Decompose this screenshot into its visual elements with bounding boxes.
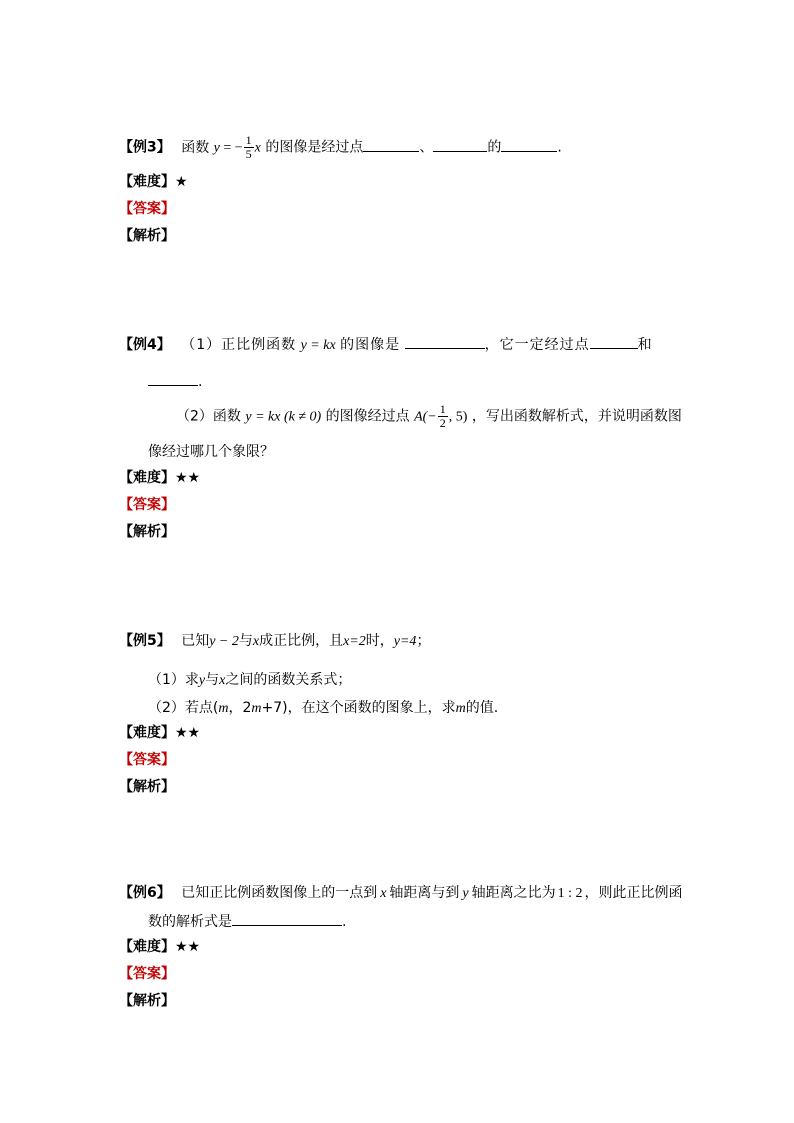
example-4-question-part2-cont: 像经过哪几个象限？ bbox=[148, 444, 274, 460]
example-6-question bbox=[119, 883, 683, 904]
difficulty-label: 【难度】 bbox=[119, 939, 175, 955]
question-text: （2）函数 bbox=[176, 408, 241, 425]
question-text: 的值. bbox=[465, 700, 499, 716]
answer-blank[interactable] bbox=[232, 911, 342, 926]
difficulty-label: 【难度】 bbox=[119, 725, 175, 741]
example-4-question-part1 bbox=[119, 334, 652, 356]
example-4-tag: 【例4】 bbox=[119, 337, 171, 353]
question-text: ，则此正比例函 bbox=[584, 885, 683, 901]
question-text: 时， bbox=[365, 633, 394, 649]
fraction bbox=[438, 403, 448, 430]
example-5-answer-label: 【答案】 bbox=[119, 752, 175, 768]
fraction-numerator: 1 bbox=[439, 402, 446, 416]
answer-blank[interactable] bbox=[405, 334, 485, 349]
question-text: 轴距离与到 bbox=[389, 885, 460, 901]
question-text: ； bbox=[416, 633, 431, 649]
example-6-analysis-label: 【解析】 bbox=[119, 993, 175, 1009]
answer-blank[interactable] bbox=[148, 371, 198, 386]
answer-blank[interactable] bbox=[590, 334, 638, 349]
example-5-subquestion-2 bbox=[148, 698, 498, 719]
math-ratio: 1 : 2 bbox=[557, 886, 583, 901]
question-text: 的图像是 bbox=[340, 337, 401, 353]
example-4-answer-label: 【答案】 bbox=[119, 497, 175, 513]
difficulty-stars: ★★ bbox=[175, 939, 201, 955]
example-5-question bbox=[119, 631, 430, 652]
math-point: A(− bbox=[414, 409, 437, 425]
question-text: 的 bbox=[487, 139, 502, 156]
math-expression: y = kx bbox=[300, 338, 336, 353]
question-text: 之间的函数关系式； bbox=[225, 672, 352, 688]
question-text: 和 bbox=[637, 337, 652, 353]
example-6-difficulty bbox=[119, 937, 200, 957]
question-text: ，写出函数解析式，并说明函数图 bbox=[471, 408, 682, 425]
math-expression: y − 2 bbox=[209, 634, 239, 649]
question-text: 的图像是经过点 bbox=[265, 139, 364, 156]
question-text: 已知 bbox=[181, 633, 210, 649]
example-3-tag: 【例3】 bbox=[119, 139, 171, 156]
math-var: y bbox=[213, 140, 220, 156]
question-text: 函数 bbox=[181, 139, 210, 156]
difficulty-stars: ★ bbox=[175, 174, 188, 190]
question-text: 成正比例，且 bbox=[259, 633, 344, 649]
question-text: 已知正比例函数图像上的一点到 bbox=[181, 885, 378, 901]
question-text: . bbox=[342, 914, 347, 930]
answer-blank[interactable] bbox=[363, 137, 419, 152]
question-text: （1）正比例函数 bbox=[181, 337, 297, 353]
difficulty-label: 【难度】 bbox=[119, 470, 175, 486]
example-6-question-cont bbox=[148, 911, 346, 932]
example-5-difficulty bbox=[119, 723, 200, 743]
answer-blank[interactable] bbox=[433, 137, 487, 152]
example-6-tag: 【例6】 bbox=[119, 885, 171, 901]
question-text: （1）求 bbox=[148, 672, 199, 688]
math-var: y bbox=[198, 673, 206, 688]
math-op: = − bbox=[219, 140, 243, 156]
question-text: +7)，在这个函数的图象上，求 bbox=[261, 700, 456, 716]
question-text: ，2 bbox=[228, 700, 252, 716]
math-var: m bbox=[251, 701, 262, 716]
fraction bbox=[244, 134, 254, 161]
example-4-analysis-label: 【解析】 bbox=[119, 524, 175, 540]
question-text: 轴距离之比为 bbox=[471, 885, 556, 901]
example-5-analysis-label: 【解析】 bbox=[119, 779, 175, 795]
math-point: , 5) bbox=[448, 409, 468, 425]
question-text: 、 bbox=[419, 139, 434, 156]
math-var: y bbox=[462, 886, 469, 901]
math-var: m bbox=[455, 701, 466, 716]
difficulty-stars: ★★ bbox=[175, 725, 201, 741]
example-3-question bbox=[119, 134, 562, 161]
answer-blank[interactable] bbox=[501, 137, 557, 152]
question-text: . bbox=[198, 374, 203, 390]
math-var: m bbox=[218, 701, 229, 716]
question-text: 数的解析式是 bbox=[148, 914, 232, 930]
question-text: . bbox=[557, 139, 562, 156]
math-expression: x=2 bbox=[343, 634, 366, 649]
question-text: 与 bbox=[238, 633, 253, 649]
difficulty-stars: ★★ bbox=[175, 470, 201, 486]
example-3-answer-label: 【答案】 bbox=[119, 201, 175, 217]
example-5-subquestion-1 bbox=[148, 670, 351, 691]
math-var: x bbox=[380, 886, 387, 901]
math-var: x bbox=[254, 140, 261, 156]
fraction-denominator: 2 bbox=[439, 416, 446, 430]
example-3-difficulty bbox=[119, 172, 188, 192]
math-expression: y = kx (k ≠ 0) bbox=[245, 409, 322, 425]
example-6-answer-label: 【答案】 bbox=[119, 966, 175, 982]
example-4-difficulty bbox=[119, 468, 200, 488]
math-expression: y=4 bbox=[393, 634, 417, 649]
fraction-numerator: 1 bbox=[245, 133, 252, 147]
example-5-tag: 【例5】 bbox=[119, 633, 171, 649]
math-var: x bbox=[219, 673, 226, 688]
question-text: （2）若点( bbox=[148, 700, 219, 716]
example-4-question-part2 bbox=[176, 403, 682, 430]
question-text: 的图像经过点 bbox=[325, 408, 410, 425]
difficulty-label: 【难度】 bbox=[119, 174, 175, 190]
question-text: ，它一定经过点 bbox=[484, 337, 590, 353]
example-4-question-part1-cont bbox=[148, 371, 202, 392]
question-text: 与 bbox=[205, 672, 220, 688]
example-3-analysis-label: 【解析】 bbox=[119, 228, 175, 244]
fraction-denominator: 5 bbox=[245, 147, 252, 161]
math-var: x bbox=[252, 634, 260, 649]
